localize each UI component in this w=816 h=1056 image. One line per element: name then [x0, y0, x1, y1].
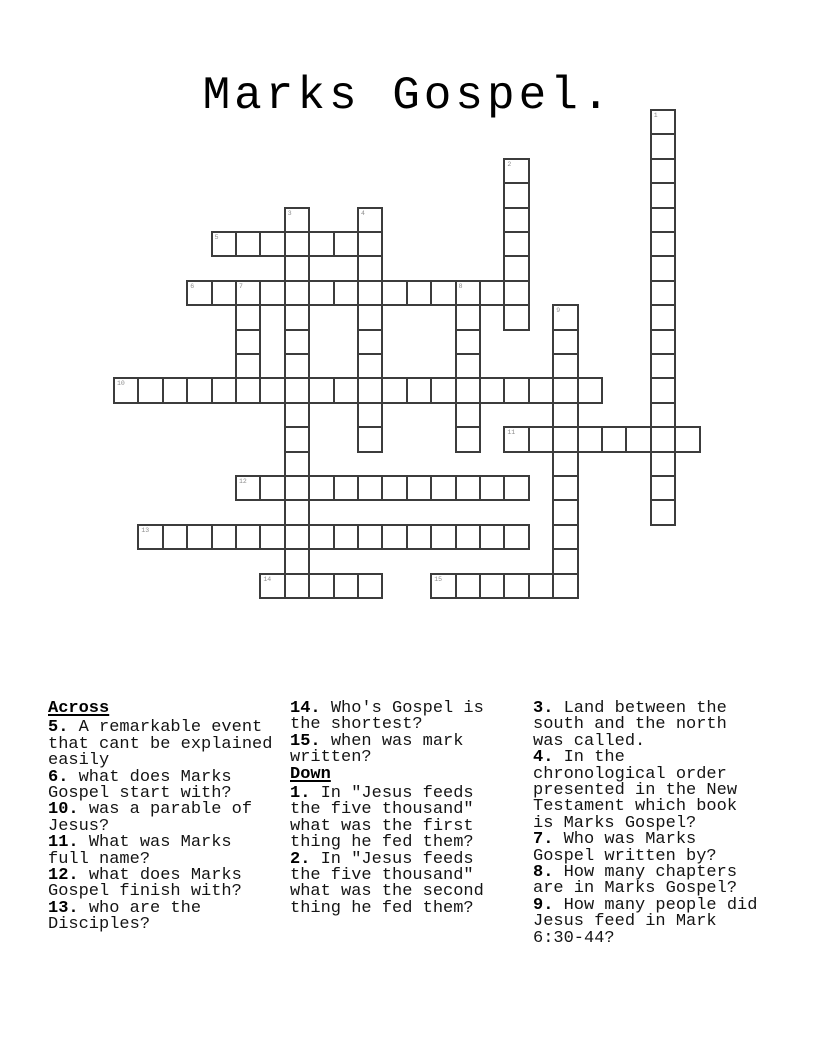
grid-cell[interactable]	[333, 475, 359, 501]
clue-number: 7.	[533, 830, 554, 850]
grid-cell[interactable]	[284, 499, 310, 525]
clue-text: what does Marks Gospel start with?	[48, 767, 232, 804]
grid-cell[interactable]	[333, 377, 359, 403]
grid-cell[interactable]	[479, 475, 505, 501]
grid-cell[interactable]	[211, 377, 237, 403]
clue-number: 13.	[48, 898, 79, 918]
grid-cell[interactable]	[650, 304, 676, 330]
grid-cell[interactable]	[552, 524, 578, 550]
grid-cell[interactable]	[137, 524, 163, 550]
grid-cell[interactable]	[259, 573, 285, 599]
grid-cell[interactable]	[455, 304, 481, 330]
grid-cell[interactable]	[650, 255, 676, 281]
clue-text: Who's Gospel is the shortest?	[290, 699, 484, 735]
grid-cell[interactable]	[211, 524, 237, 550]
grid-cell[interactable]	[284, 402, 310, 428]
grid-cell[interactable]	[601, 426, 627, 452]
grid-cell[interactable]	[552, 304, 578, 330]
grid-cell[interactable]	[284, 377, 310, 403]
grid-cell[interactable]	[284, 524, 310, 550]
grid-cell[interactable]	[284, 329, 310, 355]
clue-text: In "Jesus feeds the five thousand" what was the first thing he fed them?	[290, 784, 474, 853]
grid-cell[interactable]	[503, 207, 529, 233]
grid-cell[interactable]	[625, 426, 651, 452]
grid-cell[interactable]	[308, 475, 334, 501]
clue-number: 15.	[290, 731, 321, 751]
clues-column-2	[290, 701, 508, 917]
grid-cell[interactable]	[455, 524, 481, 550]
grid-cell[interactable]	[479, 524, 505, 550]
grid-cell[interactable]	[259, 231, 285, 257]
grid-cell[interactable]	[650, 499, 676, 525]
grid-cell[interactable]	[235, 475, 261, 501]
grid-cell[interactable]	[503, 304, 529, 330]
grid-cell[interactable]	[455, 475, 481, 501]
clue-text: Who was Marks Gospel written by?	[533, 830, 717, 866]
grid-cell[interactable]	[284, 304, 310, 330]
grid-cell[interactable]	[284, 426, 310, 452]
grid-cell[interactable]	[406, 524, 432, 550]
clue-number: 3.	[533, 699, 554, 718]
down-heading: Down	[290, 764, 331, 784]
clue-across-10	[48, 802, 278, 835]
grid-cell[interactable]	[650, 133, 676, 159]
cell-number: 4	[361, 209, 365, 217]
grid-cell[interactable]	[357, 402, 383, 428]
grid-cell[interactable]	[430, 280, 456, 306]
grid-cell[interactable]	[503, 255, 529, 281]
grid-cell[interactable]	[357, 475, 383, 501]
grid-cell[interactable]	[552, 451, 578, 477]
grid-cell[interactable]	[552, 329, 578, 355]
grid-cell[interactable]	[357, 329, 383, 355]
grid-cell[interactable]	[650, 182, 676, 208]
grid-cell[interactable]	[552, 353, 578, 379]
grid-cell[interactable]	[650, 475, 676, 501]
grid-cell[interactable]	[577, 426, 603, 452]
grid-cell[interactable]	[479, 573, 505, 599]
grid-cell[interactable]	[308, 377, 334, 403]
clue-down-2	[290, 849, 508, 918]
clue-down-8	[533, 865, 763, 898]
grid-cell[interactable]	[113, 377, 139, 403]
grid-cell[interactable]	[406, 377, 432, 403]
clue-text: what does Marks Gospel finish with?	[48, 866, 242, 902]
grid-cell[interactable]	[650, 451, 676, 477]
grid-cell[interactable]	[235, 304, 261, 330]
clue-number: 14.	[290, 699, 321, 718]
grid-cell[interactable]	[552, 573, 578, 599]
grid-cell[interactable]	[503, 524, 529, 550]
clue-text: A remarkable event that cant be explained easily	[48, 718, 273, 771]
grid-cell[interactable]	[406, 475, 432, 501]
grid-cell[interactable]	[455, 377, 481, 403]
grid-cell[interactable]	[235, 329, 261, 355]
clue-across-14	[290, 701, 508, 734]
grid-cell[interactable]	[552, 548, 578, 574]
grid-cell[interactable]	[503, 426, 529, 452]
clue-across-11	[48, 835, 278, 868]
grid-cell[interactable]	[552, 402, 578, 428]
grid-cell[interactable]	[308, 280, 334, 306]
grid-cell[interactable]	[357, 280, 383, 306]
grid-cell[interactable]	[259, 280, 285, 306]
grid-cell[interactable]	[455, 353, 481, 379]
grid-cell[interactable]	[503, 573, 529, 599]
clue-number: 12.	[48, 866, 79, 886]
grid-cell[interactable]	[455, 426, 481, 452]
grid-cell[interactable]	[308, 573, 334, 599]
crossword-grid	[114, 110, 702, 598]
clue-number: 9.	[533, 895, 554, 915]
grid-cell[interactable]	[357, 573, 383, 599]
grid-cell[interactable]	[381, 475, 407, 501]
clue-number: 2.	[290, 849, 311, 869]
grid-cell[interactable]	[137, 377, 163, 403]
clue-across-13	[48, 898, 278, 935]
grid-cell[interactable]	[357, 255, 383, 281]
grid-cell[interactable]	[162, 377, 188, 403]
grid-cell[interactable]	[406, 280, 432, 306]
grid-cell[interactable]	[479, 280, 505, 306]
grid-cell[interactable]	[333, 231, 359, 257]
clue-text: How many people did Jesus feed in Mark 6:30-44?	[533, 895, 758, 948]
grid-cell[interactable]	[650, 231, 676, 257]
grid-cell[interactable]	[503, 158, 529, 184]
cell-number: 1	[653, 112, 658, 119]
grid-cell[interactable]	[284, 207, 310, 233]
grid-cell[interactable]	[284, 548, 310, 574]
clue-down-3	[533, 701, 763, 750]
clue-text: Land between the south and the north was called.	[533, 699, 727, 751]
cell-number: 6	[190, 282, 195, 290]
grid-cell[interactable]	[650, 426, 676, 452]
clue-number: 8.	[533, 863, 554, 883]
clues-column-3	[533, 701, 763, 947]
grid-cell[interactable]	[284, 280, 310, 306]
grid-cell[interactable]	[308, 524, 334, 550]
clues-column-1	[48, 701, 278, 934]
grid-cell[interactable]	[357, 207, 383, 233]
grid-cell[interactable]	[430, 524, 456, 550]
clue-number: 11.	[48, 833, 79, 853]
cell-number: 5	[214, 234, 219, 241]
grid-cell[interactable]	[357, 524, 383, 550]
grid-cell[interactable]	[284, 231, 310, 257]
grid-cell[interactable]	[455, 573, 481, 599]
cell-number: 2	[507, 160, 512, 168]
grid-cell[interactable]	[455, 402, 481, 428]
grid-cell[interactable]	[211, 280, 237, 306]
grid-cell[interactable]	[650, 158, 676, 184]
grid-cell[interactable]	[259, 377, 285, 403]
clue-down-7	[533, 832, 763, 865]
clue-text: who are the Disciples?	[48, 898, 202, 935]
clue-down-1	[290, 786, 508, 852]
across-heading: Across	[48, 699, 110, 718]
grid-cell[interactable]	[235, 280, 261, 306]
grid-cell[interactable]	[357, 353, 383, 379]
grid-cell[interactable]	[284, 451, 310, 477]
grid-cell[interactable]	[674, 426, 700, 452]
grid-cell[interactable]	[186, 377, 212, 403]
grid-cell[interactable]	[259, 524, 285, 550]
cell-number: 10	[117, 380, 125, 388]
clue-across-6	[48, 767, 278, 804]
cell-number: 8	[458, 282, 463, 290]
grid-cell[interactable]	[381, 377, 407, 403]
grid-cell[interactable]	[284, 255, 310, 281]
grid-cell[interactable]	[552, 475, 578, 501]
grid-cell[interactable]	[479, 377, 505, 403]
clue-across-5	[48, 720, 278, 769]
cell-number: 11	[507, 429, 516, 437]
clue-across-15	[290, 731, 508, 768]
grid-cell[interactable]	[259, 475, 285, 501]
clue-down-4	[533, 750, 763, 832]
grid-cell[interactable]	[430, 573, 456, 599]
clue-text: In the chronological order presented in the New Testament which book is Marks Gospel?	[533, 748, 738, 833]
grid-cell[interactable]	[650, 402, 676, 428]
grid-cell[interactable]	[650, 329, 676, 355]
grid-cell[interactable]	[235, 524, 261, 550]
clue-across-12	[48, 868, 278, 901]
grid-cell[interactable]	[430, 377, 456, 403]
cell-number: 3	[287, 209, 292, 217]
grid-cell[interactable]	[455, 280, 481, 306]
clue-number: 1.	[290, 784, 311, 804]
grid-cell[interactable]	[577, 377, 603, 403]
grid-cell[interactable]	[357, 231, 383, 257]
clue-number: 4.	[533, 748, 554, 768]
grid-cell[interactable]	[503, 377, 529, 403]
grid-cell[interactable]	[186, 524, 212, 550]
grid-cell[interactable]	[552, 499, 578, 525]
cell-number: 12	[239, 478, 247, 485]
grid-cell[interactable]	[186, 280, 212, 306]
cell-number: 7	[239, 282, 243, 290]
grid-cell[interactable]	[235, 231, 261, 257]
cell-number: 15	[434, 575, 442, 583]
grid-cell[interactable]	[284, 353, 310, 379]
grid-cell[interactable]	[650, 353, 676, 379]
grid-cell[interactable]	[552, 426, 578, 452]
clue-number: 10.	[48, 800, 79, 820]
grid-cell[interactable]	[503, 475, 529, 501]
grid-cell[interactable]	[284, 573, 310, 599]
grid-cell[interactable]	[650, 207, 676, 233]
puzzle-title: Marks Gospel.	[202, 69, 614, 122]
grid-cell[interactable]	[503, 231, 529, 257]
grid-cell[interactable]	[528, 377, 554, 403]
grid-cell[interactable]	[357, 426, 383, 452]
grid-cell[interactable]	[357, 304, 383, 330]
clue-text: What was Marks full name?	[48, 833, 232, 869]
grid-cell[interactable]	[211, 231, 237, 257]
grid-cell[interactable]	[308, 231, 334, 257]
grid-cell[interactable]	[650, 377, 676, 403]
grid-cell[interactable]	[430, 475, 456, 501]
grid-cell[interactable]	[381, 524, 407, 550]
grid-cell[interactable]	[162, 524, 188, 550]
grid-cell[interactable]	[333, 280, 359, 306]
clue-text: How many chapters are in Marks Gospel?	[533, 863, 738, 899]
clue-text: In "Jesus feeds the five thousand" what was the second thing he fed them?	[290, 849, 484, 918]
cell-number: 9	[556, 307, 561, 315]
grid-cell[interactable]	[528, 573, 554, 599]
grid-cell[interactable]	[284, 475, 310, 501]
clue-down-9	[533, 895, 763, 948]
clue-text: was a parable of Jesus?	[48, 800, 253, 836]
grid-cell[interactable]	[333, 524, 359, 550]
grid-cell[interactable]	[357, 377, 383, 403]
cell-number: 14	[263, 575, 272, 583]
cell-number: 13	[141, 526, 150, 534]
grid-cell[interactable]	[503, 280, 529, 306]
grid-cell[interactable]	[381, 280, 407, 306]
grid-cell[interactable]	[650, 109, 676, 135]
grid-cell[interactable]	[503, 182, 529, 208]
clue-number: 6.	[48, 767, 69, 787]
grid-cell[interactable]	[528, 426, 554, 452]
clue-text: when was mark written?	[290, 731, 464, 768]
grid-cell[interactable]	[455, 329, 481, 355]
grid-cell[interactable]	[333, 573, 359, 599]
grid-cell[interactable]	[552, 377, 578, 403]
grid-cell[interactable]	[235, 353, 261, 379]
grid-cell[interactable]	[235, 377, 261, 403]
grid-cell[interactable]	[650, 280, 676, 306]
clue-number: 5.	[48, 718, 69, 738]
